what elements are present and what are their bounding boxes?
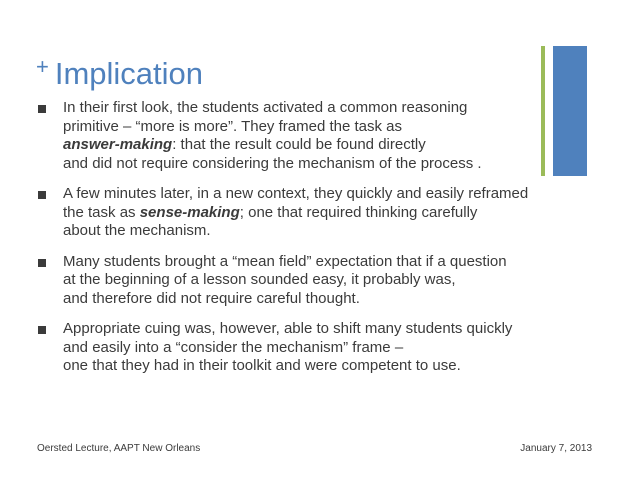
square-bullet-icon [38, 259, 46, 267]
bullet-text [63, 185, 528, 241]
plus-icon: + [36, 54, 49, 79]
bullet-text [63, 320, 512, 376]
bullet-item-1 [38, 99, 598, 173]
bullet-text [63, 253, 507, 309]
footer-lecture-name: Oersted Lecture, AAPT New Orleans [37, 443, 201, 454]
bullet-line: about the mechanism. [63, 222, 211, 239]
bullet-line: at the beginning of a lesson sounded easy, it probably was, [63, 271, 456, 288]
square-bullet-icon [38, 105, 46, 113]
bullet-text [63, 99, 482, 173]
bullet-item-3 [38, 253, 598, 309]
emphasis-answer-making: answer-making [63, 136, 173, 153]
bullet-line: Many students brought a “mean field” expectation that if a question [63, 252, 507, 270]
bullet-line: A few minutes later, in a new context, they quickly and easily reframed [63, 185, 529, 202]
bullet-line: and easily into a “consider the mechanism” frame – [63, 338, 404, 356]
bullet-line-pre: the task as [63, 203, 140, 221]
bullet-line [63, 204, 528, 223]
bullet-line: and did not require considering the mechanism of the process . [63, 154, 482, 172]
bullet-list [38, 99, 598, 388]
bullet-line: and therefore did not require careful thought. [63, 289, 360, 307]
footer-date: January 7, 2013 [520, 443, 592, 454]
bullet-item-2 [38, 185, 598, 241]
slide-title: Implication [54, 56, 204, 91]
bullet-line [63, 136, 482, 155]
bullet-item-4 [38, 320, 598, 376]
bullet-line: one that they had in their toolkit and were competent to use. [63, 357, 461, 374]
bullet-line: primitive – “more is more”. They framed the task as [63, 117, 402, 135]
emphasis-sense-making: sense-making [139, 203, 240, 221]
bullet-line-rest: ; one that required thinking carefully [239, 203, 478, 221]
bullet-line-rest: : that the result could be found directly [172, 136, 426, 153]
bullet-line: Appropriate cuing was, however, able to shift many students quickly [63, 320, 513, 337]
title-row [36, 52, 203, 92]
square-bullet-icon [38, 191, 46, 199]
bullet-line: In their first look, the students activated a common reasoning [63, 99, 468, 116]
square-bullet-icon [38, 326, 46, 334]
